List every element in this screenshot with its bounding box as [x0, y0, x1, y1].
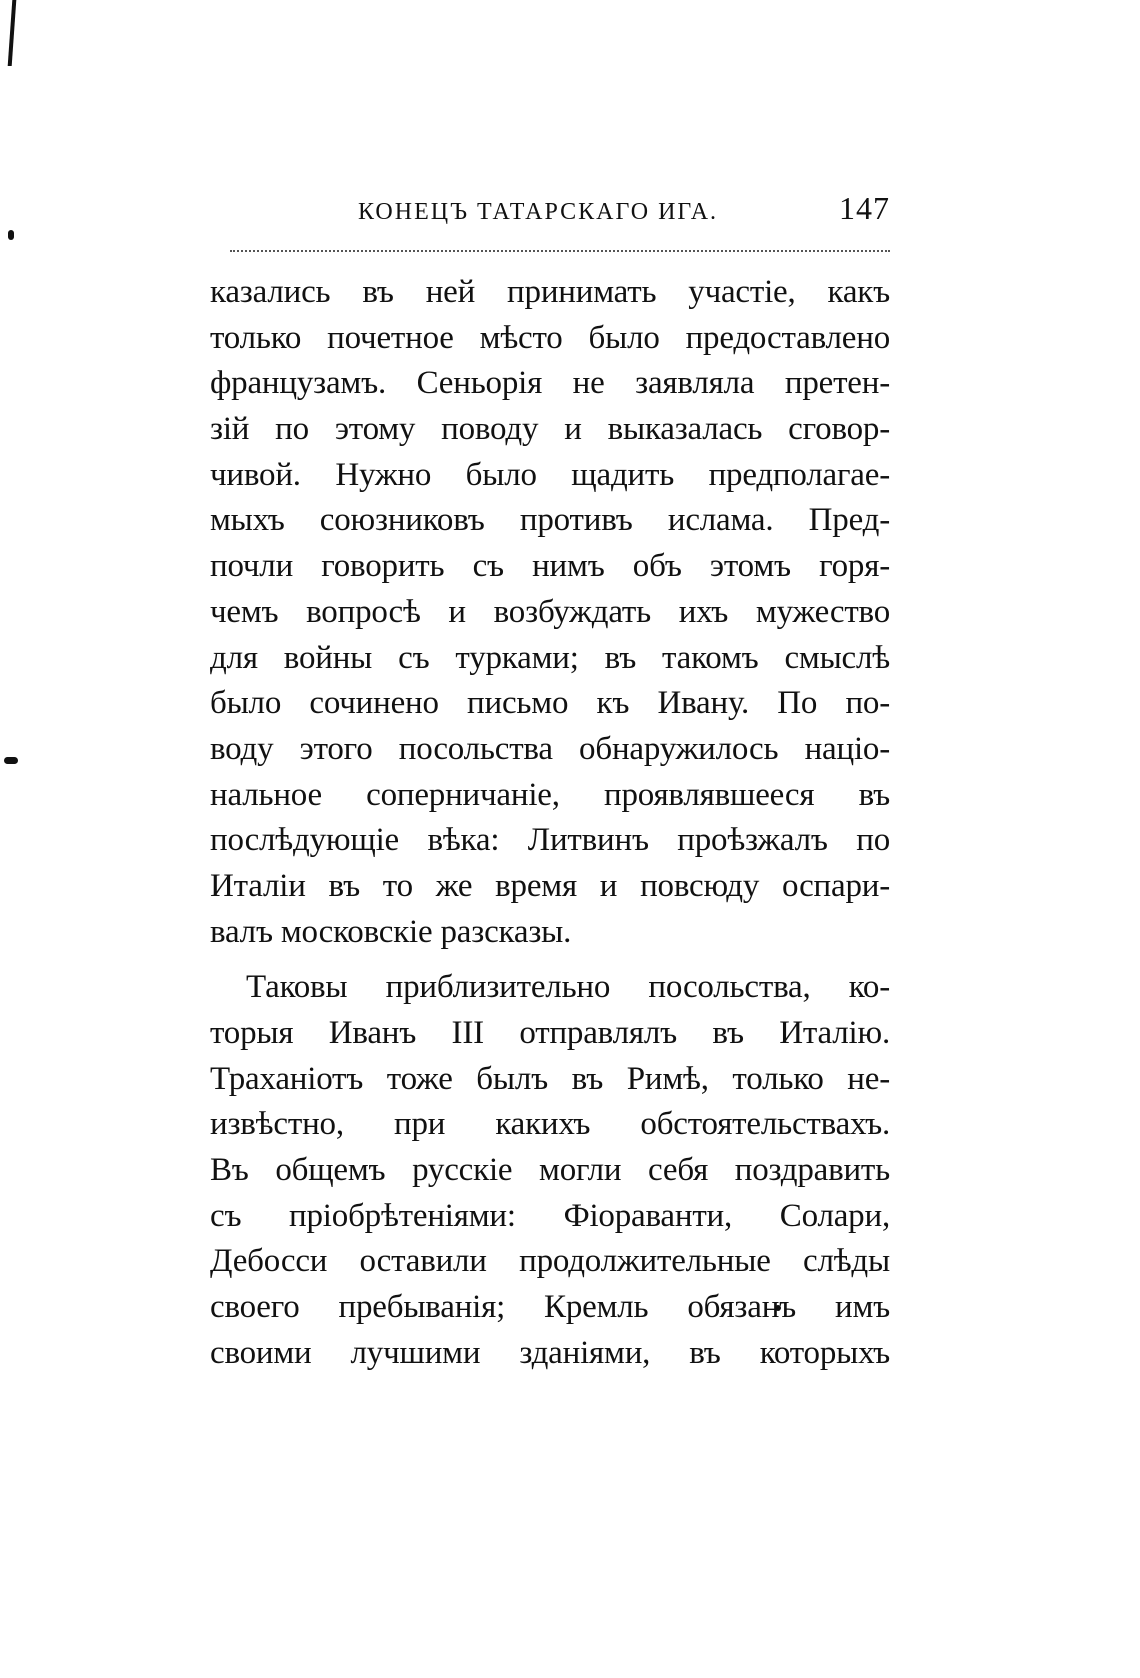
- text-line: торыя Иванъ III отправлялъ въ Италію.: [210, 1015, 890, 1051]
- text-line: казались въ ней принимать участіе, какъ: [210, 274, 890, 310]
- text-line: чемъ вопросѣ и возбуждать ихъ мужество: [210, 593, 890, 630]
- text-line: Въ общемъ русскіе могли себя поздравить: [210, 1152, 890, 1189]
- running-head-title: КОНЕЦЪ ТАТАРСКАГО ИГА.: [358, 199, 719, 225]
- running-head: [210, 190, 890, 232]
- paragraph-2: [210, 965, 890, 1376]
- text-line: только почетное мѣсто было предоставлено: [210, 319, 890, 356]
- scan-mark-top: [8, 0, 17, 66]
- scan-mark-bullet: [8, 230, 14, 240]
- text-line: почли говорить съ нимъ объ этомъ горя-: [210, 548, 890, 585]
- text-line: извѣстно, при какихъ обстоятельствахъ.: [210, 1106, 890, 1143]
- header-rule: [230, 250, 890, 252]
- page-number: 147: [839, 190, 890, 226]
- body-text: [210, 270, 890, 1377]
- text-line: послѣдующіе вѣка: Литвинъ проѣзжалъ по: [210, 822, 890, 859]
- text-line: зій по этому поводу и выказалась сговор-: [210, 411, 890, 448]
- text-line: Таковы приблизительно посольства, ко-: [246, 969, 890, 1006]
- text-line: было сочинено письмо къ Ивану. По по-: [210, 685, 890, 722]
- text-line: своими лучшими зданіями, въ которыхъ: [210, 1334, 890, 1371]
- text-line: Дебосси оставили продолжительные слѣды: [210, 1243, 890, 1280]
- text-line: съ пріобрѣтеніями: Фіораванти, Солари,: [210, 1197, 890, 1234]
- text-line: Траханіотъ тоже былъ въ Римѣ, только не-: [210, 1060, 890, 1097]
- paragraph-gap: [210, 955, 890, 965]
- text-line: для войны съ турками; въ такомъ смыслѣ: [210, 639, 890, 676]
- text-line: нальное соперничаніе, проявлявшееся въ: [210, 776, 890, 813]
- text-line: валъ московскіе разсказы.: [210, 913, 572, 950]
- text-line: своего пребыванія; Кремль обязанъ имъ: [210, 1289, 890, 1326]
- book-page: [210, 190, 890, 1377]
- text-line: воду этого посольства обнаружилось націо-: [210, 730, 890, 767]
- text-line: Италіи въ то же время и повсюду оспари-: [210, 867, 890, 904]
- text-line: чивой. Нужно было щадить предполагае-: [210, 456, 890, 493]
- paragraph-1: [210, 270, 890, 955]
- text-line: французамъ. Сеньорія не заявляла претен-: [210, 365, 890, 402]
- scan-mark-arrow: [4, 757, 18, 764]
- text-line: мыхъ союзниковъ противъ ислама. Пред-: [210, 502, 890, 539]
